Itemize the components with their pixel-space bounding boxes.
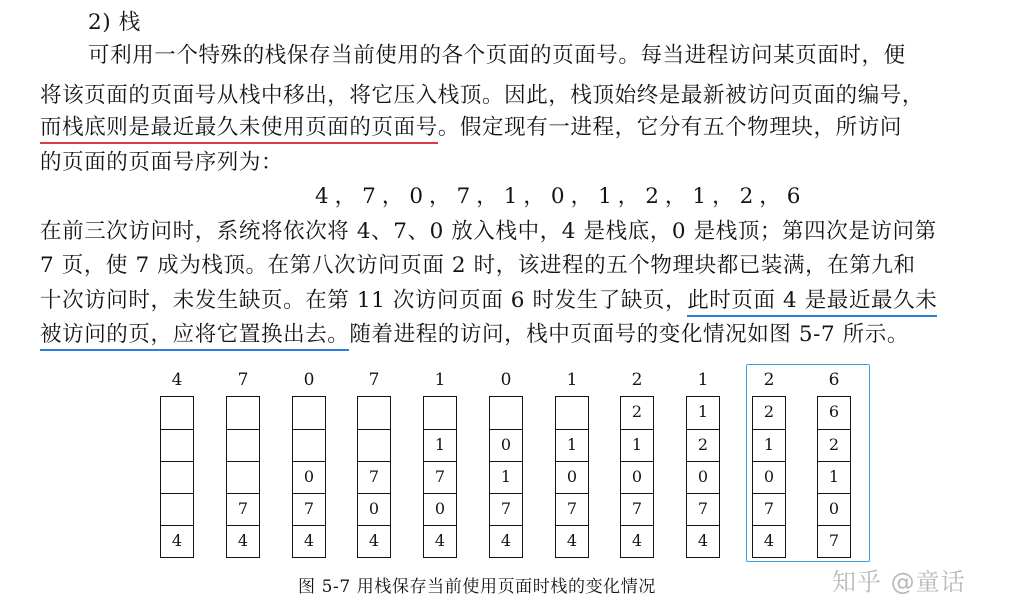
stack-cell: 1 [424, 429, 456, 461]
stack-cell: 7 [753, 493, 785, 525]
stack-cell: 7 [621, 493, 653, 525]
stack-box [226, 396, 260, 558]
stack-cell: 4 [227, 525, 259, 557]
stack-cell [358, 429, 390, 461]
stack-access-label: 6 [828, 370, 840, 390]
stack-access-label: 7 [368, 370, 380, 390]
blue-underlined-text-1: 此时页面 4 是最近最久未 [687, 288, 937, 317]
watermark: 知乎 @童话 [832, 568, 966, 596]
figure-caption: 图 5-7 用栈保存当前使用页面时栈的变化情况 [298, 577, 656, 597]
stack-cell [227, 461, 259, 493]
stack-cell: 2 [818, 429, 850, 461]
stack-cell [490, 397, 522, 429]
paragraph-1-line-1: 可利用一个特殊的栈保存当前使用的各个页面的页面号。每当进程访问某页面时，便 [88, 43, 906, 68]
stack-cell: 0 [621, 461, 653, 493]
paragraph-2-line-2: 7 页，使 7 成为栈顶。在第八次访问页面 2 时，该进程的五个物理块都已装满，在第九和 [40, 253, 916, 278]
stack-access-label: 0 [500, 370, 512, 390]
stack-cell [161, 461, 193, 493]
paragraph-1-line-3-rest: 。假定现有一进程，它分有五个物理块，所访问 [437, 115, 902, 140]
red-underlined-text: 而栈底则是最近最久未使用页面的页面号 [40, 115, 438, 144]
stack-cell: 4 [621, 525, 653, 557]
stack-access-label: 1 [697, 370, 709, 390]
stack-cell: 7 [227, 493, 259, 525]
section-heading: 2) 栈 [88, 10, 141, 35]
stack-cell: 0 [687, 461, 719, 493]
stack-box [555, 396, 589, 558]
paragraph-1-line-3 [40, 115, 902, 141]
stack-cell: 6 [828, 402, 840, 421]
stack-cell: 0 [556, 461, 588, 493]
stack-cell: 7 [424, 461, 456, 493]
blue-underlined-text-2: 被访问的页，应将它置换出去。 [40, 322, 349, 351]
stack-cell [556, 397, 588, 429]
stack-access-label: 1 [434, 370, 446, 390]
stack-access-label: 4 [171, 370, 183, 390]
stack-cell: 4 [161, 525, 193, 557]
stack-cell: 0 [424, 493, 456, 525]
paragraph-2-line-4 [40, 322, 909, 348]
paragraph-1-line-4: 的页面的页面号序列为： [40, 150, 284, 175]
stack-box [292, 396, 326, 558]
stack-cell: 0 [753, 461, 785, 493]
stack-box [160, 396, 194, 558]
stack-cell: 1 [753, 429, 785, 461]
stack-cell [227, 429, 259, 461]
stack-cell [424, 397, 456, 429]
stack-access-label: 7 [237, 370, 249, 390]
stack-cell: 0 [818, 493, 850, 525]
stack-access-label: 0 [303, 370, 315, 390]
stack-access-label: 2 [631, 370, 643, 390]
stack-cell [227, 397, 259, 429]
stack-cell [161, 493, 193, 525]
stack-box [423, 396, 457, 558]
stack-cell [358, 397, 390, 429]
paragraph-2-line-3 [40, 288, 937, 314]
stack-cell: 4 [358, 525, 390, 557]
stack-cell: 4 [293, 525, 325, 557]
stack-cell: 7 [293, 493, 325, 525]
stack-cell: 7 [556, 493, 588, 525]
paragraph-2-line-1: 在前三次访问时，系统将依次将 4、7、0 放入栈中，4 是栈底，0 是栈顶；第四次是访问第 [40, 219, 937, 244]
reference-sequence: 4，7，0，7，1，0，1，2，1，2，6 [315, 184, 807, 209]
stack-cell [293, 429, 325, 461]
stack-cell: 7 [818, 525, 850, 557]
stack-cell [161, 429, 193, 461]
stack-cell: 1 [621, 429, 653, 461]
stack-access-label: 1 [566, 370, 578, 390]
paragraph-1-line-2: 将该页面的页面号从栈中移出，将它压入栈顶。因此，栈顶始终是最新被访问页面的编号， [40, 83, 925, 108]
stack-cell: 2 [763, 402, 775, 421]
stack-box [620, 396, 654, 558]
stack-cell: 7 [358, 461, 390, 493]
paragraph-2-line-4-rest: 随着进程的访问，栈中页面号的变化情况如图 5-7 所示。 [349, 322, 909, 347]
stack-cell: 2 [631, 402, 643, 421]
stack-cell: 1 [490, 461, 522, 493]
stack-box [357, 396, 391, 558]
stack-cell: 7 [687, 493, 719, 525]
stack-cell: 0 [293, 461, 325, 493]
stack-cell: 7 [490, 493, 522, 525]
stack-cell: 4 [556, 525, 588, 557]
stack-access-label: 2 [763, 370, 775, 390]
stack-cell: 1 [556, 429, 588, 461]
highlight-box [746, 364, 870, 562]
stack-cell: 2 [687, 429, 719, 461]
stack-box [489, 396, 523, 558]
stack-cell: 1 [697, 402, 709, 421]
stack-cell [293, 397, 325, 429]
stack-cell: 0 [358, 493, 390, 525]
paragraph-2-line-3-pre: 十次访问时，未发生缺页。在第 11 次访问页面 6 时发生了缺页， [40, 288, 688, 313]
stack-cell: 0 [490, 429, 522, 461]
stack-cell: 4 [424, 525, 456, 557]
stack-cell [161, 397, 193, 429]
stack-cell: 4 [753, 525, 785, 557]
stack-cell: 4 [490, 525, 522, 557]
stack-cell: 4 [687, 525, 719, 557]
stack-cell: 1 [818, 461, 850, 493]
stack-box [686, 396, 720, 558]
